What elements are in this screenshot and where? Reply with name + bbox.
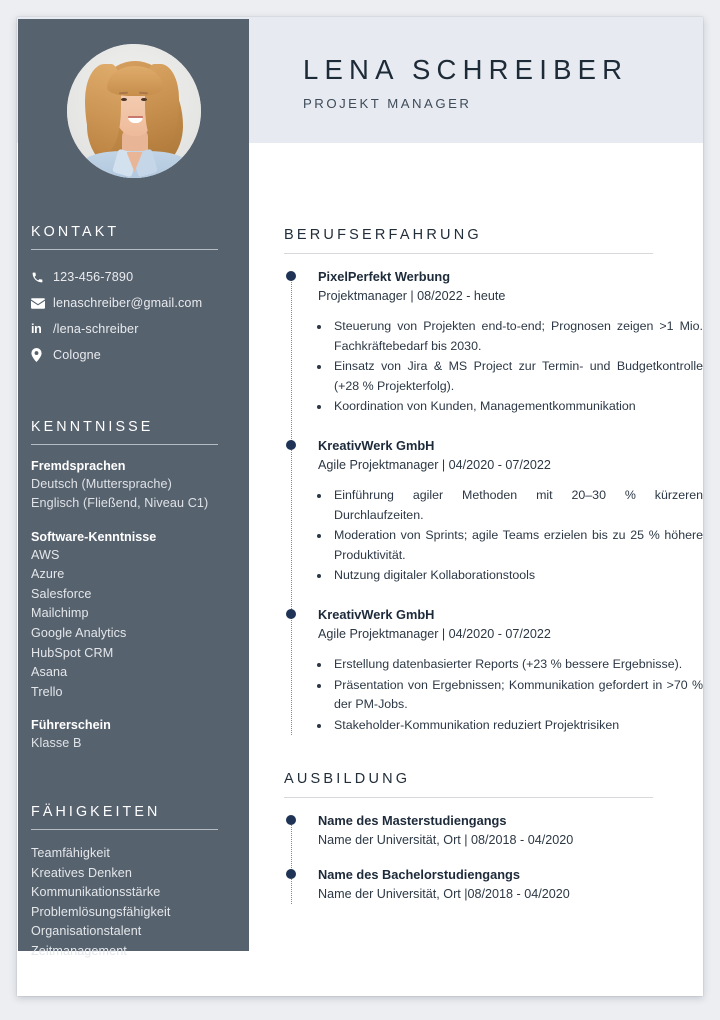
email-value: lenaschreiber@gmail.com bbox=[53, 296, 203, 310]
timeline-line bbox=[291, 272, 292, 735]
software-item: Google Analytics bbox=[31, 625, 127, 640]
main-column bbox=[284, 143, 703, 919]
list-item: • Erstellung datenbasierter Reports (+23 % bessere Ergebnisse). bbox=[331, 655, 703, 675]
section-abilities bbox=[31, 804, 236, 962]
experience-entry bbox=[318, 437, 703, 586]
contact-row-location[interactable] bbox=[31, 342, 236, 368]
ability-item: Teamfähigkeit bbox=[31, 846, 111, 860]
education-timeline bbox=[284, 812, 703, 904]
responsibility-list bbox=[318, 486, 703, 586]
phone-icon bbox=[31, 271, 53, 284]
education-heading: AUSBILDUNG bbox=[284, 771, 411, 788]
sidebar bbox=[18, 19, 249, 958]
degree-name: Name des Masterstudiengangs bbox=[318, 813, 507, 829]
ability-item: Kommunikationsstärke bbox=[31, 885, 161, 900]
phone-value: 123-456-7890 bbox=[53, 270, 134, 284]
software-item: Asana bbox=[31, 665, 68, 680]
divider bbox=[284, 253, 653, 254]
divider bbox=[284, 797, 653, 798]
skills-heading: KENNTNISSE bbox=[31, 419, 154, 435]
license-value: Klasse B bbox=[31, 736, 82, 751]
list-item: • Stakeholder-Kommunikation reduziert Projektrisiken bbox=[331, 716, 703, 736]
languages-label: Fremdsprachen bbox=[31, 459, 126, 473]
timeline-dot-icon bbox=[286, 609, 296, 619]
employer-name: PixelPerfekt Werbung bbox=[318, 269, 451, 284]
abilities-heading: FÄHIGKEITEN bbox=[31, 804, 161, 820]
section-education bbox=[284, 771, 703, 904]
contact-heading: KONTAKT bbox=[31, 224, 120, 240]
software-item: Mailchimp bbox=[31, 606, 89, 621]
license-label: Führerschein bbox=[31, 718, 111, 733]
ability-item: Organisationstalent bbox=[31, 924, 142, 939]
contact-row-email[interactable] bbox=[31, 290, 236, 316]
ability-item: Kreatives Denken bbox=[31, 865, 133, 880]
employer-name: KreativWerk GmbH bbox=[318, 606, 435, 622]
list-item: • Nutzung digitaler Kollaborationstools bbox=[331, 566, 703, 586]
location-value: Cologne bbox=[53, 348, 101, 362]
section-skills bbox=[31, 419, 236, 754]
university-and-dates: Name der Universität, Ort |08/2018 - 04/2020 bbox=[318, 887, 570, 902]
linkedin-value: /lena-schreiber bbox=[53, 322, 139, 336]
divider bbox=[31, 829, 218, 830]
ability-item: Zeitmanagement bbox=[31, 943, 127, 958]
experience-timeline bbox=[284, 268, 703, 735]
responsibility-list bbox=[318, 655, 703, 735]
section-experience bbox=[284, 143, 703, 735]
timeline-dot-icon bbox=[286, 440, 296, 450]
employer-name: KreativWerk GmbH bbox=[318, 437, 435, 453]
software-item: HubSpot CRM bbox=[31, 645, 114, 660]
software-label: Software-Kenntnisse bbox=[31, 529, 157, 544]
list-item: • Einführung agiler Methoden mit 20–30 % kürzeren Durchlaufzeiten. bbox=[331, 486, 703, 525]
experience-entry bbox=[318, 606, 703, 735]
list-item: • Koordination von Kunden, Managementkommunikation bbox=[331, 397, 703, 417]
list-item: • Präsentation von Ergebnissen; Kommunikation gefordert in >70 % der PM-Jobs. bbox=[331, 676, 703, 715]
role-and-dates: Projektmanager | 08/2022 - heute bbox=[318, 289, 506, 303]
language-item: Deutsch (Muttersprache) bbox=[31, 477, 172, 491]
divider bbox=[31, 444, 218, 445]
language-item: Englisch (Fließend, Niveau C1) bbox=[31, 496, 209, 511]
timeline-dot-icon bbox=[286, 271, 296, 281]
education-entry bbox=[318, 812, 703, 850]
software-item: Trello bbox=[31, 684, 63, 699]
ability-item: Problemlösungsfähigkeit bbox=[31, 904, 171, 919]
contact-list bbox=[31, 264, 236, 368]
timeline-dot-icon bbox=[286, 815, 296, 825]
role-and-dates: Agile Projektmanager | 04/2020 - 07/2022 bbox=[318, 626, 551, 641]
spacer bbox=[284, 751, 703, 771]
page-title: LENA SCHREIBER bbox=[303, 54, 629, 85]
linkedin-icon: in bbox=[31, 322, 42, 336]
software-item: Salesforce bbox=[31, 586, 92, 601]
contact-row-linkedin[interactable] bbox=[31, 316, 236, 342]
timeline-dot-icon bbox=[286, 869, 296, 879]
contact-row-phone[interactable] bbox=[31, 264, 236, 290]
responsibility-list bbox=[318, 317, 703, 417]
experience-entry bbox=[318, 268, 703, 417]
avatar bbox=[67, 44, 201, 178]
envelope-icon bbox=[31, 298, 53, 309]
timeline-line bbox=[291, 816, 292, 904]
software-item: AWS bbox=[31, 547, 60, 562]
software-item: Azure bbox=[31, 567, 65, 582]
experience-heading: BERUFSERFAHRUNG bbox=[284, 227, 482, 243]
role-and-dates: Agile Projektmanager | 04/2020 - 07/2022 bbox=[318, 457, 551, 472]
list-item: • Einsatz von Jira & MS Project zur Termin- und Budgetkontrolle (+28 % Projekterfolg). bbox=[331, 357, 703, 396]
list-item: • Steuerung von Projekten end-to-end; Prognosen zeigen >1 Mio. Fachkräftebedarf bis 2030. bbox=[331, 317, 703, 356]
university-and-dates: Name der Universität, Ort | 08/2018 - 04/2020 bbox=[318, 833, 574, 848]
education-entry bbox=[318, 866, 703, 904]
list-item: • Moderation von Sprints; agile Teams erzielen bis zu 25 % höhere Produktivität. bbox=[331, 526, 703, 565]
section-contact bbox=[31, 224, 236, 368]
map-pin-icon bbox=[31, 348, 53, 362]
header-text-block bbox=[303, 55, 693, 111]
divider bbox=[31, 249, 218, 250]
job-title: PROJEKT MANAGER bbox=[303, 96, 472, 112]
degree-name: Name des Bachelorstudiengangs bbox=[318, 867, 520, 883]
abilities-list bbox=[31, 844, 236, 962]
